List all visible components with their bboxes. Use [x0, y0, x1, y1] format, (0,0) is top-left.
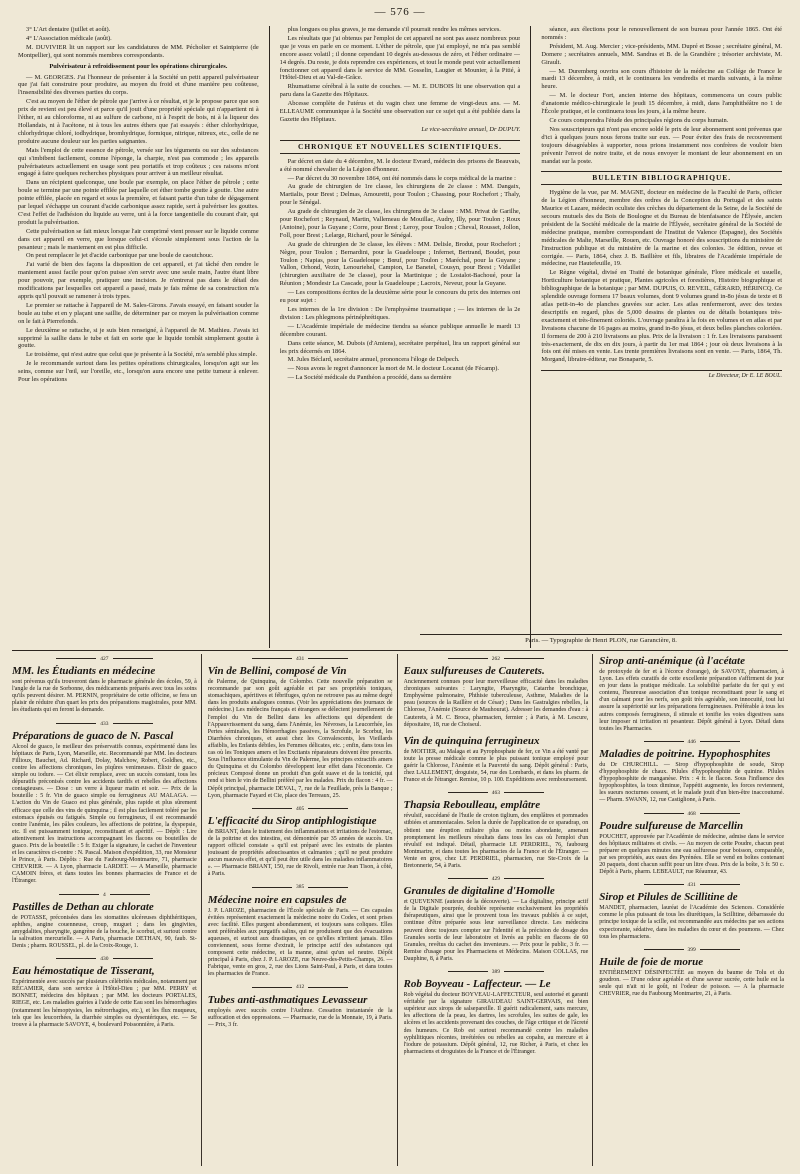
ad-number: 431 [208, 656, 393, 663]
ad-body: révulsif, succédané de l'huile de croton tiglium, des emplâtres et pommades stibiées et ammoniacales. Selon la durée de l'application de ce sparadrap, on obtient une éruption miliaire plus ou moins abondante, amenant promptement les meilleurs résultats dans tous les cas où l'emploi d'un révulsif est indiqué. Détail, pharmacie LE PERDRIEL, 76, faubourg Montmartre, et dans toutes les pharmacies de la France et de l'Étranger. — Vente en gros, chez LE PERDRIEL, pharmacien, rue Ste-Croix de la Bretonnerie, 54, à Paris. [403, 813, 589, 869]
ad-body: Rob végétal du docteur BOYVEAU-LAFFECTEUR, seul autorisé et garanti véritable par la signature GIRAUDEAU SAINT-GERVAIS, est bien supérieur aux sirops de salsepareille. Il guérit radicalement, sans mercure, les affections de la peau, les dartres, les scrofules, les suites de gale, les ulcères et les accidents provenant des couches, de l'âge critique et de l'âcreté des humeurs. Ce Rob est surtout recommandé contre les maladies syphilitiques récentes, invétérées ou rebelles au copahu, au mercure et à l'iodure de potassium. Dépôt général, 12, rue Richer, à Paris, et chez les pharmaciens et droguistes de la France et de l'Étranger. [403, 992, 589, 1055]
news-paragraph: séance, aux élections pour le renouvellement de son bureau pour l'année 1865. Ont été nommés : [541, 26, 783, 41]
advertisement [12, 721, 197, 886]
ad-number: 262 [404, 656, 589, 663]
ad-headline: Préparations de guaco de N. Pascal [12, 729, 174, 742]
advertisement [208, 884, 393, 978]
article-paragraph: Le troisième, qui n'est autre que celui que je présente à la Société, m'a semblé plus simple. [26, 351, 258, 359]
article-paragraph: Je le recommande surtout dans les petites opérations chirurgicales, lorsqu'on agit sur les seins, comme sur l'œil, sur l'oreille, etc., lorsqu'on aura encore une petite tumeur à enlever. Pour les opérations [18, 360, 259, 384]
advertisement [208, 656, 393, 800]
ad-headline: Vin de quinquina ferrugineux [403, 734, 540, 747]
ad-body: de Palerme, de Quinquina, de Colombo. Cette nouvelle préparation se recommande par son goût agréable et par ses propriétés toniques, stomachiques, apéritives et fébrifuges, qu'on ne retrouve pas au même degré dans les produits analogues connus. (Voir les appréciations des journaux de médecine.) Les médecins français et étrangers se délectent journellement de l'emploi du Vin de Bellini dans les affections qui dépendent de l'Appauvrissement du sang, dans l'Anémie, les Névroses, la Leucorrhée, les Pertes séminales, les Hémorrhagies passives, la Scrofule, le Scorbut, les Diarrhées chroniques, et aussi chez les Convalescents, les Vieillards affaiblis, les Enfants débiles, les Femmes délicates, etc. ; enfin, dans tous les cas où les Toniques amers et les Excitants réparateurs doivent être prescrits. Sous l'influence stimulante du Vin de Palerme, les principes extractifs amers du Quinquina et du Colombo développent leur effet dans l'économie. Ce précieux Composé donne un produit d'un goût suave et de la tonicité, qui rend si bien le vin de Bellini préféré par les malades. Prix du flacon : 4 fr. — Dépôt principal, pharmacie DEVAL, 7, rue de la Feuillade, près la Banque ; Lyon, pharmacie Fayard et Cie, place des Terreaux, 25. [207, 679, 393, 799]
ad-number: 389 [404, 969, 589, 976]
ad-body: et QUEVENNE (auteurs de la découverte). — La digitaline, principe actif de la Digitale pourprée, doublée représente exclusivement les propriétés thérapeutiques, ainsi que le prouvent tous les travaux publiés à ce sujet, continue d'être préparée sous leur surveillance directe. Les médecins peuvent donc toujours compter sur l'identité et la précision de dosage des Granules sortis de leur laboratoire et livrés au public en flacons de 60 Granules, revêtus du cachet des inventeurs. — Prix pour le public, 3 fr. — Remise d'usage pour les Pharmaciens et Médecins. Maison COLLAS, rue Dauphine, 8, à Paris. [403, 899, 589, 962]
news-paragraph: Au grade de chirurgien de 3e classe, les élèves : MM. Delisle, Brodut, pour Rochefort ; Nègre, pour Toulon ; Bernardini, pour la Guadeloupe ; Infernet, Bertrand, Boudet, pour Toulon ; Napias, pour la Guadeloupe ; Bœuf, pour Toulon ; Maréchal, pour la Guyane ; Vallon, Orhond, Vezin, Lenouriehel, Campion, Le Banetel, Cousyn, pour Brest ; Vidaillet (chirurgien auxiliaire de 3e classe), pour la Martinique ; de Lostalot-Bachoué, pour la Réunion ; Mondesir La Cascade, pour la Guadeloupe ; Lacroix, Neveur, pour la Guyane. [279, 240, 521, 288]
ad-body: de MOITIER, au Malaga et au Pyrophosphate de fer, ce Vin a été vanté par toute la presse médicale comme le plus puissant tonique employé pour guérir la Chlorose, l'Anémie et la Pauvreté du sang. Dépôt général : Paris, chez LALLEMENT, droguiste, 54, rue des Lombards, et dans les pharm. de France et de l'étranger. Remise, 10 p. 100. Expéditions avec remboursement. [403, 748, 589, 784]
news-paragraph: Au grade de chirurgien de 1re classe, les chirurgiens de 2e classe : MM. Dangaix, Martialis, pour Brest ; Delmas, Amouretti, pour Toulon ; Chassing, pour Rochefort ; Thaly, pour le Sénégal. [279, 183, 521, 207]
news-paragraph: Président, M. Aug. Mercier ; vice-présidents, MM. Dupré et Bosse ; secrétaire général, M. Domere ; secrétaires annuels, MM. Sandras et B. de la Grandière ; trésorier archiviste, M. Girault. [541, 42, 783, 66]
ad-headline: Granules de digitaline d'Homolle [403, 885, 555, 898]
news-paragraph: Par décret en date du 4 décembre, M. le docteur Evrard, médecin des prisons de Beauvais, a été nommé chevalier de la Légion d'honneur. [279, 157, 521, 173]
news-paragraph: — L'Académie impériale de médecine tiendra sa séance publique annuelle le mardi 13 décembre courant. [279, 322, 521, 338]
ad-headline: Vin de Bellini, composé de Vin [207, 665, 347, 678]
intro-paragraph: M. DUVIVIER lit un rapport sur les candidatures de MM. Pécholier et Saintpierre (de Montpellier), qui sont nommés membres correspondants. [18, 43, 259, 59]
ad-body: de protoxyde de fer et à l'écorce d'orange), de SAVOYE, pharmacien, à Lyon. Les effets curatifs de cette excellente préparation s'affirment de jour en jour dans la pratique médicale. La solubilité parfaite du fer qui y est contenu, l'heureuse association d'un tonique reconstituant pour le sang et d'un calmant pour les nerfs, son goût très agréable, son innocuité, tout lui assure la supériorité sur les préparations ferrugineuses. Préférable à tous les autres composés ferrugineux, il stimule et tonifie les voies digestives sans leur imposer ni irritation ni pesanteur. Dépôt général à Lyon. Détail dans toutes les Pharmacies. [599, 669, 784, 732]
ad-number: 468 [599, 811, 784, 818]
news-paragraph: — M. Duremberg ouvrira son cours d'histoire de la médecine au Collége de France le mardi 13 décembre, à midi, et le continuera les vendredis et mardis suivants, à la même heure. [541, 67, 783, 91]
ad-headline: Sirop anti-anémique (à l'acétate [599, 655, 745, 667]
section-heading-pulverisateur: Pulvérisateur à refroidissement pour les opérations chirurgicales. [49, 62, 228, 70]
ad-column [12, 654, 202, 1166]
ad-headline: L'efficacité du Sirop antiphlogistique [207, 814, 377, 827]
ad-headline: Tubes anti-asthmatiques Levasseur [207, 993, 368, 1006]
ad-headline: Sirop et Pilules de Scillitine de [599, 891, 738, 904]
ad-body: de POTASSE, préconisées dans les stomatites ulcéreuses diphthéritiques, aphthes, angine couenneuse, croup, muguet ; dans les gingivites, amygdalites, pharyngite, gangrène de la bouche, le scorbut, et surtout contre la salivation mercurielle. — A Paris, pharmacie DETHAN, 90, faub. St-Denis ; pharm. ROUSSEL, pl. de la Croix-Rouge, 1. [12, 914, 197, 949]
ad-number: 405 [208, 806, 393, 813]
ad-headline: Eaux sulfureuses de Cauterets. [403, 665, 545, 678]
article-paragraph: Le deuxième se rattache, si je suis bien renseigné, à l'appareil de M. Mathieu. J'avais ici supprimé la saillie dans le tube et fait en sorte que le liquide tombât simplement goutte à goutte. [18, 326, 259, 350]
advertisement [208, 984, 393, 1028]
ad-number: 430 [12, 956, 197, 963]
news-paragraph: — Nous avons le regret d'annoncer la mort de M. le docteur Locanut (de Fécamp). [287, 365, 499, 373]
news-paragraph: — M. le docteur Fort, ancien interne des hôpitaux, commencera un cours public d'anatomie médico-chirurgicale le jeudi 15 décembre, à midi, dans l'amphithéâtre no 1 de l'École pratique, et le continuera tous les jours, à la même heure. [541, 92, 783, 116]
news-paragraph: — La Société médicale du Panthéon a procédé, dans sa dernière [287, 374, 452, 382]
news-paragraph: Au grade de chirurgien de 2e classe, les chirurgiens de 3e classe : MM. Privat de Garilhe, pour Rochefort ; Reynaud, Martin, Vallemeau de Mouillac, Audry, Illy, pour Toulon ; Roux (Antoine), pour la Guyane ; Corre, pour Brest ; Leroy, pour Toulon ; Cheval, Rousset, Jollon, Foll, pour Brest ; Lelarge, Richard, pour le Sénégal. [279, 208, 521, 239]
ad-body: du Dr CHURCHILL. — Sirop d'hypophosphite de soude, Sirop d'hypophosphite de chaux. Pilules d'hypophosphite de quinine. Pilules d'hypophosphite de manganèse. Prix : 4 fr. le flacon. Sous l'influence des hypophosphites, la toux diminue, l'appétit augmente, les forces reviennent, les sueurs nocturnes cessent, et le malade jouit d'un bien-être inaccoutumé. — Pharm. SWANN, 12, rue Castiglione, à Paris. [599, 761, 784, 804]
news-paragraph: — Par décret du 30 novembre 1864, ont été nommés dans le corps médical de la marine : [287, 174, 516, 182]
advertisement [599, 947, 784, 998]
chronique-heading: CHRONIQUE ET NOUVELLES SCIENTIFIQUES. [280, 140, 521, 154]
article-paragraph: plus longues ou plus graves, je me demande s'il pourrait rendre les mêmes services. [287, 26, 501, 33]
advertisement [404, 735, 589, 784]
article-paragraph: On peut remplacer le jet d'acide carbonique par une boule de caoutchouc. [26, 252, 214, 260]
news-paragraph: M. Jules Béclard, secrétaire annuel, prononcera l'éloge de Delpech. [287, 356, 460, 364]
ad-headline: Eau hémostatique de Tisserant, [12, 965, 155, 978]
news-paragraph: Les internes de la 1re division : De l'emphysème traumatique ; — les internes de la 2e division : Les phlegmons périnéphrétiques. [279, 306, 521, 321]
advertisement [208, 806, 393, 879]
ad-column [208, 654, 398, 1166]
advertisement [404, 876, 589, 963]
ad-number: 399 [599, 947, 784, 954]
ad-body: de BRIANT, dans le traitement des inflammations et irritations de l'estomac, de la poitrine et des intestins, est démontrée par 35 années de succès. Un rapport officiel constate « qu'il est préparé avec les extraits de plantes jouissant de propriétés adoucissantes et calmantes ; qu'il ne peut produire aucun mauvais effet, et qu'il peut être utile dans les maladies inflammatoires ». — Pharmacie BRIANT, 150, rue de Rivoli, entrée rue Jean Tison, à côté, à Paris. [207, 828, 393, 878]
column-2 [280, 26, 521, 648]
ad-number: 427 [12, 656, 197, 663]
advertisement [12, 656, 197, 715]
printer-footer: Paris. — Typographie de Henri PLON, rue Garancière, 8. [420, 634, 782, 644]
advertisement [599, 655, 784, 733]
ad-body: J. P. LAROZE, pharmacien de l'École spéciale de Paris. — Ces capsules évitées représentent exactement la médecine noire du Codex, et sont prises avec facilité. Elles purgent abondamment, et toujours sans coliques. Elles sont préférables aux purgatifs salins, qui ne produisent que des évacuations aqueuses, et surtout aux drastiques, en ce qu'elles n'irritent jamais. Elles conviennent, sous forme d'extrait, le principe actif des substances qui composent cette médecine, et la manne, ainsi qu'un sel neutre. Dépôt principal à Paris, chez J. P. LAROZE, rue Neuve-des-Petits-Champs, 26. — Fabrique, vente en gros, 2, rue des Lions Saint-Paul, à Paris, et dans toutes les pharmacies de France. [207, 907, 393, 978]
ads-divider [12, 650, 788, 651]
advertisement [12, 956, 197, 1029]
ad-column [404, 654, 594, 1166]
article-paragraph: — M. GEORGES. J'ai l'honneur de présenter à la Société un petit appareil pulvérisateur que j'ai fait construire pour produire, au moyen du froid et d'une manière peu coûteuse, l'insensibilité des diverses parties du corps. [18, 73, 259, 97]
intro-paragraph: 4° L'Association médicale (août). [26, 34, 112, 42]
ad-body: MANDET, pharmacien, lauréat de l'Académie des Sciences. Considérée comme le plus puissant de tous les diurétiques, la Scillitine, débarrassée du principe toxique de la scille, est recommandée aux médecins par ses actions expectorante, sédative, dans les maladies du cœur et des poumons. — Chez tous les pharmaciens. [599, 905, 784, 940]
ad-body: Anciennement connues pour leur merveilleuse efficacité dans les maladies chroniques suivantes : Laryngite, Pharyngite, Catarrhe bronchique, Emphysème pulmonaire, Phthisie tuberculeuse, Asthme, Maladies de la peau (sources de la Raillère et de César) ; Dans les Gastralgies rebelles, la Chlorose, l'Anémie (Source de Mauhourat). Adresser les demandes d'eau : à Cauterets, à M. C. Broca, pharmacien, fermier ; à Paris, à M. Lescure, dépositaire, 18, rue de Choiseul. [403, 679, 589, 728]
article-paragraph: Cette pulvérisation se fait mieux lorsque l'air comprimé vient presser sur le liquide comme dans cet appareil en verre, que lorsque celui-ci s'écoule simplement sous l'action de la pesanteur ; mais le maniement en est plus difficile. [18, 227, 259, 251]
ad-headline: MM. les Étudiants en médecine [12, 665, 156, 678]
ad-body: Alcool de guaco, le meilleur des préservatifs connus, expérimenté dans les hôpitaux de Paris, Lyon, Marseille, etc. Recommandé par MM. les docteurs Fillioux, Bauchet, Ad. Richard, Dolay, Malchow, Robert, Goldhes, etc., contre les affections chroniques, les piqûres venimeuses. Élixir de guaco simple ou iodure. — Cet élixir remplace, avec un succès constant, tous les dépuratifs préconisés contre les accidents tardifs et rebelles des affections contagieuses. — Dose : un verre à liqueur matin et soir. — Prix de la bouteille : 5 fr. Vin de guaco simple ou ferrugineux AU MALAGA. — L'action du Vin de Guaco est plus générale, plus rapide et plus sûrement efficace que celle des vins de quinquina ; il est plus facilement toléré par les estomacs épuisés ou fatigués. Simple ou ferrugineux, il est recommandé contre l'anémie, les pâles couleurs, les affections de poitrine, la dyspepsie, etc. Il est puissamment tonique, reconstituant et apéritif. — Dépôt : Lire attentivement les instructions accompagnant les flacons ou bouteilles de guaco. Prix de la bouteille : 5 fr. Exiger la signature, le cachet de l'inventeur et les caractères ci-contre : N. Pascal. Maison d'expédition, 33, rue Monsieur le Prince, à Paris. Dépôts : Rue du Faubourg-Montmartre, 71, pharmacie CHEVRIER. — A Lyon, pharmacie LARDET. — A Marseille, pharmacie CAMOIN frères, et dans toutes les bonnes pharmacies de France et de l'Étranger. [12, 743, 197, 885]
ad-number: 463 [404, 790, 589, 797]
article-paragraph: Les résultats que j'ai obtenus par l'emploi de cet appareil ne sont pas assez nombreux pour que je vous en parle en ce moment. L'éther de pétrole, que j'ai employé, ne m'a pas semblé encore assez volatil ; il donne cependant 10 degrés au-dessous de zéro, et l'éther ordinaire — 14 degrés. Du reste, je dois reprendre ces expériences, et tout le monde peut voir actuellement fonctionner cet appareil dans le service de MM. Gosselin, Laugier et Mounier, à la Pitié, à l'Hôtel-Dieu et au Val-de-Grâce. [279, 34, 521, 82]
news-paragraph: Ce cours comprendra l'étude des principales régions du corps humain. [549, 116, 729, 124]
article-paragraph: J'ai varié de bien des façons la disposition de cet appareil, et j'ai tâché d'en rendre le maniement aussi facile pour qu'on puisse s'en servir avec une seule main, l'autre étant libre pour pouvoir, par exemple, pratiquer une incision. Je n'entrerai pas dans le détail des modifications par lesquelles cet appareil a passé, mais je fais même de sa construction m'a appris qu'il pouvait se ramener à trois types. [18, 261, 259, 300]
intro-paragraph: 3° L'Art dentaire (juillet et août). [26, 26, 111, 33]
news-paragraph: Nos souscripteurs qui n'ont pas encore soldé le prix de leur abonnement sont prévenus que d'ici à quelques jours nous ferons traite sur eux. — Pour éviter des frais de recouvrement toujours désagréables à supporter, nous prions instamment nos confrères de vouloir bien prévenir l'envoi de notre traite, et de nous envoyer le montant de leur abonnement en un mandat sur la poste. [541, 125, 783, 165]
ad-headline: Rob Boyveau - Laffecteur. — Le [403, 978, 551, 991]
article-area [18, 26, 782, 648]
ad-column [599, 654, 788, 1166]
ad-number: 412 [208, 984, 393, 991]
bulletin-heading: BULLETIN BIBLIOGRAPHIQUE. [541, 171, 782, 185]
ad-headline: Pastilles de Dethan au chlorate [12, 900, 154, 913]
ad-headline: Huile de foie de morue [599, 955, 704, 968]
article-paragraph: C'est au moyen de l'éther de pétrole que j'arrive à ce résultat, et je le propose parce que son prix de revient est peu élevé et parce qu'il jouit d'une propriété spéciale qui n'appartient ni à l'éther, ni au chloroforme, ni au sulfure de carbone, ni à l'esprit de bois, ni à la liqueur des Hollandais, ni à l'acétone, ni à tous les autres éthers que j'ai essayés : éther chlorhydrique, chlorhydrique chloré, iodhydrique, bromhydrique, formique, nitrique, nitreux, etc., celle de ne produire aucune douleur sur les parties saignantes. [18, 98, 259, 145]
advertisements-area [12, 654, 788, 1166]
biblio-entry: Le Règne végétal, divisé en Traité de botanique générale, Flore médicale et usuelle, Horticulture botanique et pratique, Plantes agricoles et forestières, Histoire biographique et bibliographique de la botanique ; par MM. DUPUIS, O. REVEIL, GÉRARD, HÉRINCQ. Ce splendide ouvrage formera 17 beaux volumes, dont 9 volumes grand in-8o jésus de texte et 8 atlas petit-in-4o de planches gravées sur acier. Les atlas renfermeront, avec des textes descriptifs en regard, plus de 5,000 dessins de plantes ou de détails botaniques très-exactement et très-finement coloriés. L'ouvrage paraîtra à la fois en volumes et en atlas et par livraisons chacune de 16 pages au moins, grand in-8o jésus, et deux belles planches coloriées. Il formera de 200 à 210 livraisons au plus. Prix de la livraison : 1 fr. Les livraisons paraissent très-exactement, de dix en dix jours, à partir du 1er mai 1864 ; jour où deux livraisons à la fois ont été mises en vente. Les trente premières livraisons sont en vente. — Paris, 1864, Th. Morgand, libraire-éditeur, rue Bonaparte, 5. [541, 269, 783, 364]
article-paragraph: Dans un récipient quelconque, une boule par exemple, on place l'éther de pétrole ; cette boule se termine par une pointe effilée par laquelle cet éther tombe goutte à goutte. Une autre pointe effilée, placée en regard et sous la première, et faisant partie d'un tube de dégagement par lequel s'échappe un courant d'acide carbonique assez rapide, sert à pulvériser les gouttes. C'est l'effet de l'adhésion du liquide au verre, uni à la force tangentielle du courant d'air, qui produit la pulvérisation. [18, 179, 259, 226]
advertisement [599, 811, 784, 877]
ad-body: sont prévenus qu'ils trouveront dans le pharmacie générale des écoles, 59, à l'angle de la rue de Sorbonne, des médicaments préparés avec tous les soins qu'ils peuvent désirer. M. PERNIN, propriétaire de cette officine, se fera un plaisir de réduire d'un quart les prix des préparations magistrales, pour MM. les étudiants qui en feront la demande. [12, 679, 197, 714]
biblio-entry: Hygiène de la vue, par M. MAGNE, docteur en médecine de la Faculté de Paris, officier de la Légion d'honneur, membre des ordres de la Conception du Portugal et des saints Maurice et Lazare, médecin oculiste des crèches du département de la Seine, de la Société de secours mutuels des du Bois de Boulogne et du Bureau de bienfaisance de l'Élysée, ancien président de la Société médicale de la mairie de l'Élysée, secrétaire général de la Société de médecine pratique, membre correspondant de l'Institut de Valence (Espagne), des Sociétés médicales de Malte, Marseille, Rouen, etc. Ouvrage honoré des souscriptions du ministère de l'instruction publique et du ministère de la marine et des colonies. 3e édition, revue et corrigée. — Paris, 1864, chez J. B. Baillière et fils, libraires de l'Académie impériale de médecine, rue Hautefeuille, 19. [541, 189, 783, 268]
advertisement [404, 969, 589, 1056]
ad-number: 431 [599, 882, 784, 889]
news-paragraph: Dans cette séance, M. Dubois (d'Amiens), secrétaire perpétuel, lira un rapport général sur les prix décernés en 1864. [279, 339, 521, 355]
vice-secretary-signature: Le vice-secrétaire annuel, Dr DUPUY. [421, 125, 521, 133]
advertisement [599, 882, 784, 941]
advertisement [404, 656, 589, 729]
ad-number: 4 [12, 892, 197, 899]
ad-number: 429 [404, 876, 589, 883]
ad-headline: Poudre sulfureuse de Marcellin [599, 819, 744, 832]
column-3 [541, 26, 782, 648]
ad-headline: Maladies de poitrine. Hypophosphites [599, 747, 771, 760]
page-number: — 576 — [374, 6, 426, 18]
ad-headline: Médecine noire en capsules de [207, 893, 347, 906]
ad-number: 433 [12, 721, 197, 728]
ad-body: Expérimentée avec succès par plusieurs célébrités médicales, notamment par RÉCAMIER, dans son service à l'Hôtel-Dieu ; par MM. PERRY et BONNET, médecins des hôpitaux ; par MM. les docteurs PORTALES, RIEGE, etc. Les maladies guéries à l'aide de cette Eau sont les hémorrhagies (notamment les hémoptysies, les métrorrhagies, etc.), et les flux muqueux, tels que les leucorrhées, la diarrhée simples ou dysentériques, etc. — Se trouve à la pharmacie SAVOYE, 4, boulevard Poissonnière, à Paris. [12, 979, 197, 1028]
article-paragraph: Mais l'emploi de cette essence de pétrole, versée sur les téguments ou sur des substances qui s'imbibent facilement, comme l'éponge, la charpie, n'est pas commode ; les appareils pulvérisateurs actuellement en usage sont peu portatifs et trop coûteux ; ces raisons m'ont engagé à faire quelques recherches physiques pour arriver à un meilleur résultat. [18, 146, 259, 178]
ad-headline: Thapsia Reboulleau, emplâtre [403, 799, 541, 812]
abscess-paragraph: Abcesse complète de l'utérus et du vagin chez une femme de vingt-deux ans. — M. ELLEAUME communique à la Société une observation sur ce sujet qui a été publiée dans la Gazette des Hôpitaux. [279, 100, 521, 123]
advertisement [12, 892, 197, 951]
advertisement [599, 739, 784, 805]
ad-number: 385 [208, 884, 393, 891]
ad-body: POUCHET, approuvée par l'Académie de médecine, admise dans le service des hôpitaux militaires et civils. — Au moyen de cette Poudre, chacun peut préparer en quelques minutes une eau sulfureuse pour boisson, comparable, par ses propriétés, aux eaux des Pyrénées. Elle se vend en boîtes contenant 20 paquets, dont chacun suffit pour un litre d'eau. Prix de la boîte, 3 fr. 50 c. Dépôt à Paris, pharm. LEBEAULT, rue Réaumur, 43. [599, 833, 784, 876]
ad-body: employés avec succès contre l'Asthme. Cessation instantanée de la suffocation et des oppressions. — Pharmacie, rue de la Monnaie, 19, à Paris. — Prix, 3 fr. [207, 1007, 393, 1028]
rhumatisme-paragraph: Rhumatisme cérébral à la suite de couches. — M. E. DUBOIS lit une observation qui a paru dans la Gazette des Hôpitaux. [279, 83, 521, 99]
ad-body: ENTIÈREMENT DÉSINFECTÉE au moyen du baume de Tolu et du goudron. — D'une odeur agréable et d'une saveur sucrée, cette huile est la seule qui n'ait ni le goût, ni l'odeur de poisson. — A la pharmacie CHEVRIER, rue du Faubourg Montmartre, 21, à Paris. [599, 969, 784, 998]
advertisement [404, 790, 589, 870]
director-signature: Le Directeur, Dr E. LE BOUL. [541, 370, 782, 381]
news-paragraph: — Les compositions écrites de la deuxième série pour le concours du prix des internes ont eu pour sujet : [279, 289, 521, 305]
column-1 [18, 26, 259, 648]
article-paragraph: Le premier se rattache à l'appareil de M. Sales-Girons. J'avais essayé, en faisant souder la boule au tube et en y plaçant une saillie, de déterminer par ce moyen la pulvérisation comme on le fait à Pierrefonds. [18, 301, 259, 325]
ad-number: 446 [599, 739, 784, 746]
